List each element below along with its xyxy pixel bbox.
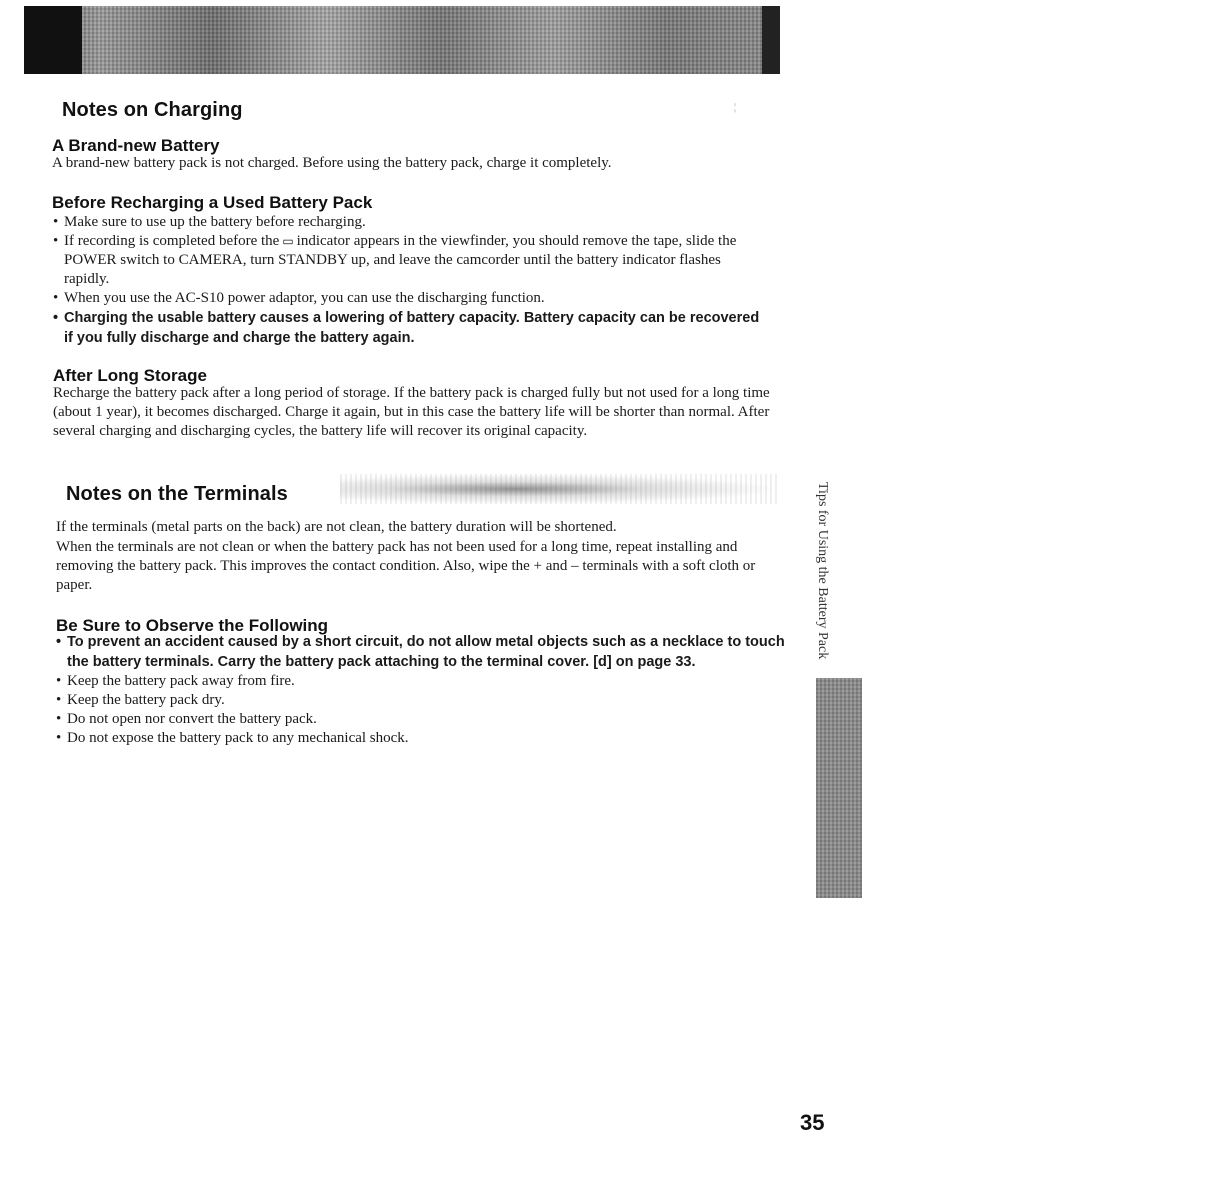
heading-brand-new-battery: A Brand-new Battery [52,136,220,155]
recharging-bullet-list [53,213,763,348]
terminals-text-2: When the terminals are not clean or when the battery pack has not been used for a long time, repeat installing and removing the battery pack. This improves the contact condition. Also, wipe the + and – terminals with a soft cloth or paper. [56,539,756,593]
section-title-charging: Notes on Charging [62,99,243,121]
section-title-terminals: Notes on the Terminals [66,483,288,505]
list-item: • Do not expose the battery pack to any mechanical shock. [56,729,791,748]
battery-indicator-icon: ▭ [282,234,294,248]
side-tab-marker [816,678,862,898]
list-item: • Charging the usable battery causes a lowering of battery capacity. Battery capacity can be recovered if you fully discharge and charge the battery again. [53,308,763,348]
heading-before-recharging: Before Recharging a Used Battery Pack [52,193,373,212]
heading-observe-following: Be Sure to Observe the Following [56,616,329,635]
list-item: • Do not open nor convert the battery pack. [56,710,791,729]
side-tab-label: Tips for Using the Battery Pack [815,482,830,660]
list-item: • To prevent an accident caused by a short circuit, do not allow metal objects such as a necklace to touch the battery terminals. Carry the battery pack attaching to the terminal cover. [d] on page 33. [56,632,791,672]
brand-new-battery-text: A brand-new battery pack is not charged. Before using the battery pack, charge it completely. [52,155,612,171]
bullet-text-part: If recording is completed before the [64,233,280,249]
list-item [53,232,763,289]
terminals-text-1: If the terminals (metal parts on the back) are not clean, the battery duration will be shortened. [56,519,617,535]
long-storage-text: Recharge the battery pack after a long period of storage. If the battery pack is charged fully but not used for a long time (about 1 year), it becomes discharged. Charge it again, but in this case the battery life will be shorter than normal. After several charging and discharging cycles, the battery life will recover its original capacity. [53,385,770,439]
list-item: • Make sure to use up the battery before recharging. [53,213,763,232]
terminals-heading-decoration [340,474,780,504]
page-number: 35 [800,1110,825,1135]
bullet-text-part: indicator appears in the viewfinder, you should remove the tape, slide the POWER switch to CAMERA, turn STANDBY up, and leave the camcorder until the battery indicator flashes rapidly. [64,233,737,287]
list-item: • When you use the AC-S10 power adaptor, you can use the discharging function. [53,289,763,308]
observe-bullet-list [56,632,791,748]
list-item: • Keep the battery pack dry. [56,691,791,710]
list-item: • Keep the battery pack away from fire. [56,672,791,691]
heading-after-long-storage: After Long Storage [53,366,207,385]
header-band [24,6,780,74]
scan-mark: ¦ [734,102,737,113]
